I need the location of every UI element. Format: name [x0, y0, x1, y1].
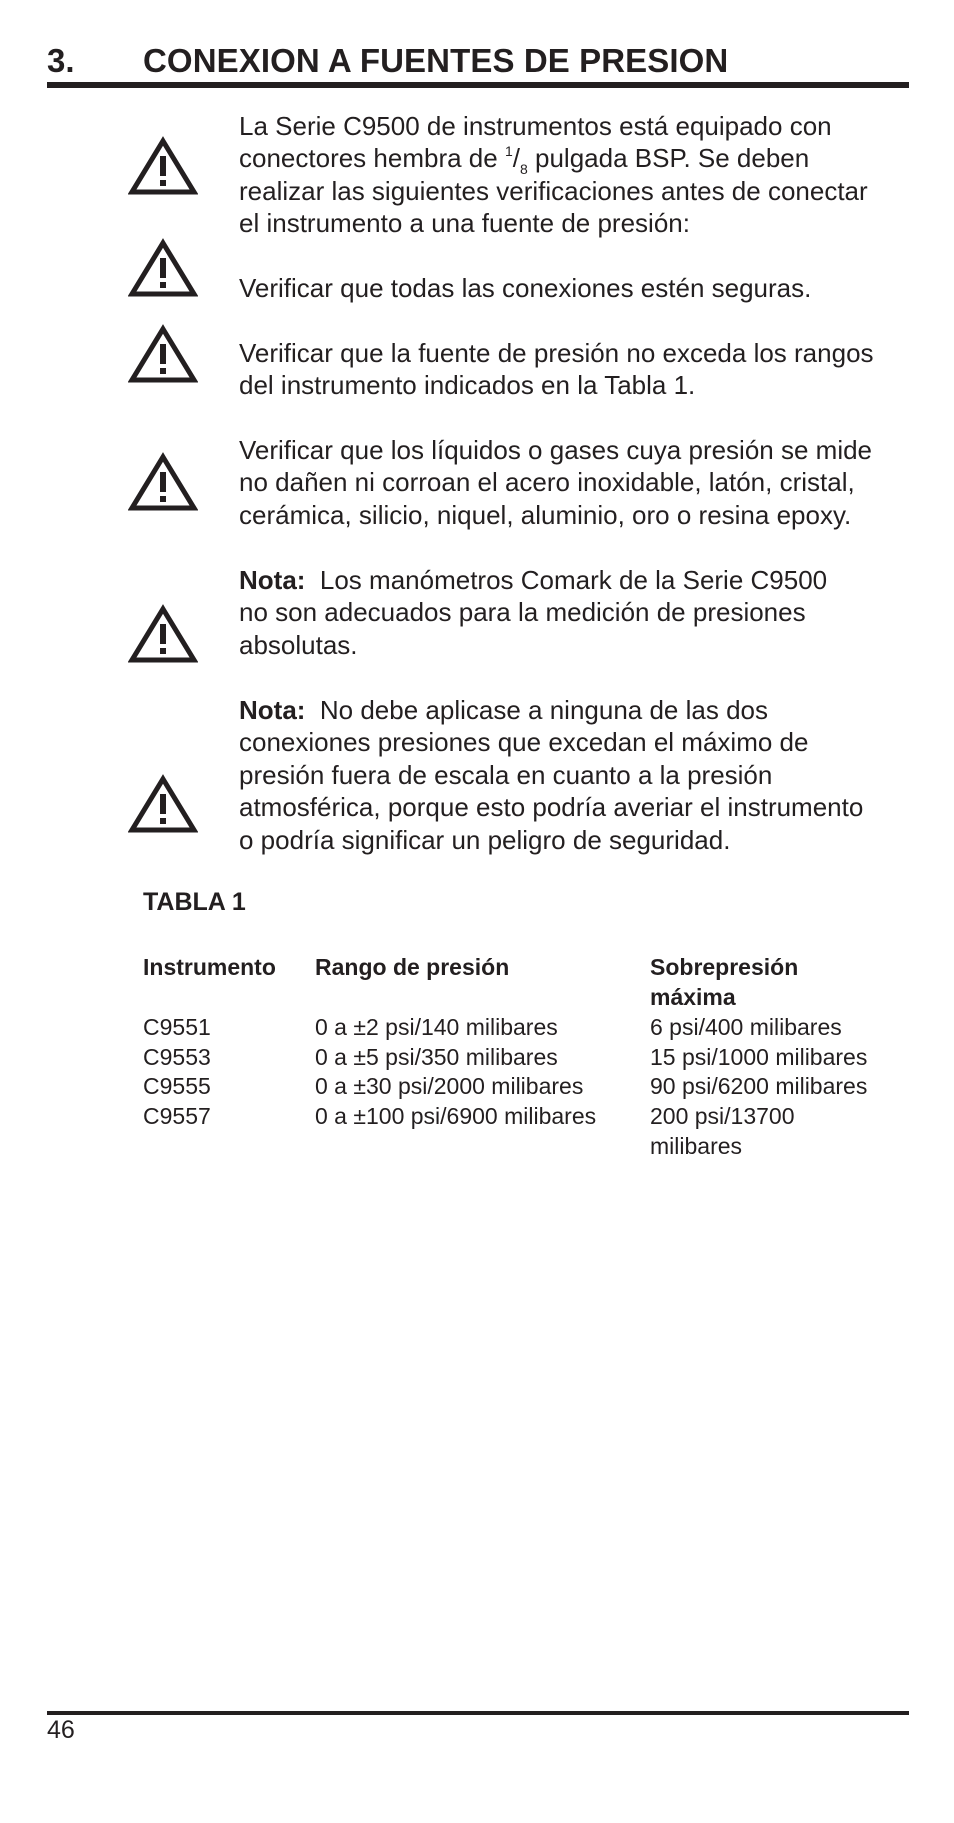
cell-line: 200 psi/13700	[650, 1103, 795, 1129]
note-first-line	[239, 564, 919, 596]
table-cell: C9557	[143, 1103, 211, 1129]
warning-triangle-icon	[128, 604, 198, 664]
column-header-instrument: Instrumento	[143, 954, 276, 980]
note-first-line	[239, 694, 919, 726]
note-paragraph-absolute	[239, 564, 919, 661]
table-cell: 90 psi/6200 milibares	[650, 1073, 868, 1099]
warning-triangle-icon	[128, 774, 198, 834]
fraction-denominator: 8	[519, 161, 528, 178]
table-cell: 0 a ±30 psi/2000 milibares	[315, 1073, 584, 1099]
column-header-range: Rango de presión	[315, 954, 510, 980]
table-cell: 0 a ±100 psi/6900 milibares	[315, 1103, 597, 1129]
header-line: máxima	[650, 984, 736, 1010]
text-line: presión fuera de escala en cuanto a la presión	[239, 759, 773, 790]
table-cell: 6 psi/400 milibares	[650, 1014, 842, 1040]
warning-triangle-icon	[128, 324, 198, 384]
section-number: 3.	[47, 42, 75, 79]
fraction	[504, 143, 528, 178]
header-rule	[47, 82, 909, 88]
note-label: Nota:	[239, 565, 306, 595]
table-cell: 0 a ±5 psi/350 milibares	[315, 1044, 558, 1070]
warning-triangle-icon	[128, 136, 198, 196]
footer-rule	[47, 1711, 909, 1715]
check-paragraph-range	[239, 337, 919, 402]
table-title: TABLA 1	[143, 888, 246, 916]
text-line: conectores hembra de	[239, 143, 498, 174]
text-line: no dañen ni corroan el acero inoxidable, latón, cristal,	[239, 467, 855, 498]
text-line: La Serie C9500 de instrumentos está equipado con	[239, 111, 832, 141]
note-paragraph-overpressure	[239, 694, 919, 856]
text-line: conexiones presiones que excedan el máximo de	[239, 727, 809, 758]
text-line: cerámica, silicio, niquel, aluminio, oro o resina epoxy.	[239, 499, 852, 530]
text-line: atmosférica, porque esto podría averiar el instrumento	[239, 792, 864, 823]
section-title: CONEXION A FUENTES DE PRESION	[143, 42, 729, 79]
table-cell: 15 psi/1000 milibares	[650, 1044, 868, 1070]
table-cell	[650, 1101, 795, 1161]
table-cell: 0 a ±2 psi/140 milibares	[315, 1014, 558, 1040]
text-line: Los manómetros Comark de la Serie C9500	[319, 565, 828, 595]
header-line: Sobrepresión	[650, 954, 799, 980]
text-line: No debe aplicase a ninguna de las dos	[319, 695, 768, 725]
text-line: o podría significar un peligro de seguridad.	[239, 824, 731, 855]
text-line: Verificar que los líquidos o gases cuya presión se mide	[239, 435, 873, 465]
text-line: realizar las siguientes verificaciones antes de conectar	[239, 175, 868, 206]
text-line: del instrumento indicados en la Tabla 1.	[239, 370, 696, 401]
text-line: no son adecuados para la medición de presiones	[239, 597, 806, 628]
text-line: Verificar que todas las conexiones estén seguras.	[239, 273, 812, 303]
table-cell: C9553	[143, 1044, 211, 1070]
fraction-numerator: 1	[504, 143, 513, 160]
text-line-with-fraction	[239, 142, 919, 178]
intro-paragraph	[239, 110, 919, 240]
check-paragraph-connections	[239, 272, 919, 304]
table-cell: C9555	[143, 1073, 211, 1099]
text-line: el instrumento a una fuente de presión:	[239, 208, 690, 239]
fraction-separator: /	[512, 143, 520, 174]
warning-triangle-icon	[128, 452, 198, 512]
page-number: 46	[47, 1716, 75, 1744]
text-line: Verificar que la fuente de presión no exceda los rangos	[239, 338, 874, 368]
warning-triangle-icon	[128, 238, 198, 298]
section-header	[47, 38, 909, 88]
text-line: pulgada BSP. Se deben	[535, 143, 810, 174]
column-header-overpressure	[650, 952, 798, 1012]
text-line: absolutas.	[239, 629, 358, 660]
note-label: Nota:	[239, 695, 306, 725]
cell-line: milibares	[650, 1133, 743, 1159]
table-cell: C9551	[143, 1014, 211, 1040]
check-paragraph-materials	[239, 434, 919, 531]
